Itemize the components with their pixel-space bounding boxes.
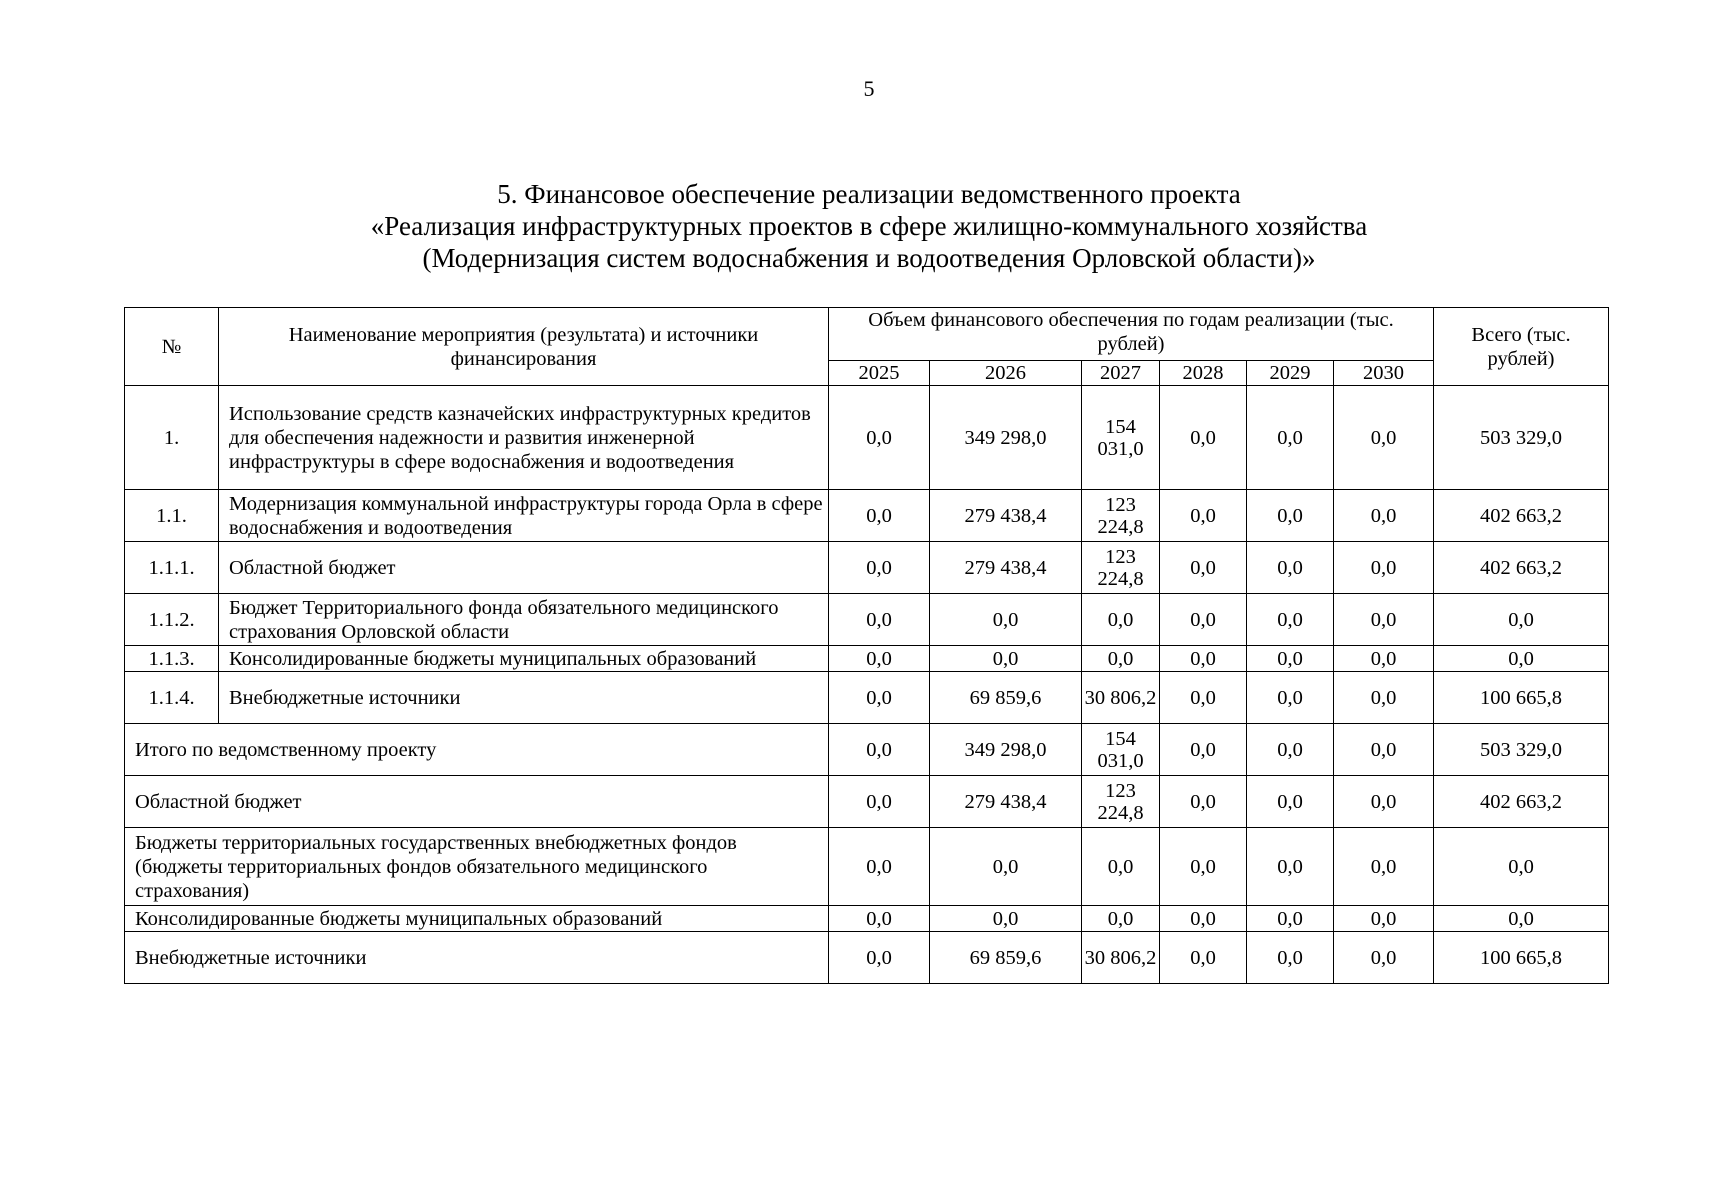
cell-2026: 69 859,6 [930,672,1082,724]
header-total: Всего (тыс. рублей) [1434,308,1609,386]
cell-2027: 30 806,2 [1082,672,1160,724]
cell-2030: 0,0 [1334,490,1434,542]
header-year-2025: 2025 [829,361,930,386]
cell-2025: 0,0 [829,828,930,906]
cell-2029: 0,0 [1247,646,1334,672]
cell-2029: 0,0 [1247,724,1334,776]
row-name: Модернизация коммунальной инфраструктуры города Орла в сфере водоснабжения и водоотведения [219,490,829,542]
cell-2025: 0,0 [829,724,930,776]
cell-total: 0,0 [1434,906,1609,932]
cell-2028: 0,0 [1160,594,1247,646]
financing-table [124,307,1609,984]
summary-row [125,906,1609,932]
cell-2027: 123 224,8 [1082,490,1160,542]
row-num: 1.1.2. [125,594,219,646]
row-name: Бюджет Территориального фонда обязательного медицинского страхования Орловской области [219,594,829,646]
row-num: 1.1.3. [125,646,219,672]
cell-2029: 0,0 [1247,828,1334,906]
cell-2028: 0,0 [1160,906,1247,932]
cell-2027: 0,0 [1082,646,1160,672]
cell-2030: 0,0 [1334,906,1434,932]
cell-2028: 0,0 [1160,828,1247,906]
cell-2027: 123 224,8 [1082,776,1160,828]
row-name: Внебюджетные источники [219,672,829,724]
cell-2028: 0,0 [1160,490,1247,542]
title-line-3: (Модернизация систем водоснабжения и водоотведения Орловской области)» [422,243,1316,273]
cell-2030: 0,0 [1334,542,1434,594]
cell-2026: 279 438,4 [930,490,1082,542]
cell-2029: 0,0 [1247,776,1334,828]
cell-2029: 0,0 [1247,672,1334,724]
cell-2029: 0,0 [1247,906,1334,932]
row-name: Использование средств казначейских инфраструктурных кредитов для обеспечения надежности и развития инженерной инфраструктуры в сфере водоснабжения и водоотведения [219,386,829,490]
cell-2030: 0,0 [1334,594,1434,646]
cell-2026: 279 438,4 [930,542,1082,594]
cell-2027: 0,0 [1082,906,1160,932]
header-num: № [125,308,219,386]
cell-total: 100 665,8 [1434,932,1609,984]
cell-2027: 0,0 [1082,594,1160,646]
cell-2026: 349 298,0 [930,724,1082,776]
page-number: 5 [863,76,875,101]
cell-2026: 349 298,0 [930,386,1082,490]
table-row [125,672,1609,724]
header-year-2027: 2027 [1082,361,1160,386]
cell-2025: 0,0 [829,672,930,724]
cell-2025: 0,0 [829,646,930,672]
cell-2030: 0,0 [1334,672,1434,724]
cell-2028: 0,0 [1160,932,1247,984]
header-year-2029: 2029 [1247,361,1334,386]
cell-2029: 0,0 [1247,386,1334,490]
cell-2025: 0,0 [829,542,930,594]
cell-2028: 0,0 [1160,386,1247,490]
cell-2025: 0,0 [829,490,930,542]
cell-2026: 69 859,6 [930,932,1082,984]
cell-2030: 0,0 [1334,932,1434,984]
cell-2030: 0,0 [1334,646,1434,672]
summary-name: Бюджеты территориальных государственных внебюджетных фондов (бюджеты территориальных фондов обязательного медицинского страхования) [125,828,829,906]
summary-row [125,724,1609,776]
cell-2029: 0,0 [1247,932,1334,984]
cell-total: 0,0 [1434,594,1609,646]
cell-2028: 0,0 [1160,646,1247,672]
table-row [125,646,1609,672]
summary-name: Консолидированные бюджеты муниципальных образований [125,906,829,932]
cell-2030: 0,0 [1334,386,1434,490]
row-name: Областной бюджет [219,542,829,594]
cell-2028: 0,0 [1160,542,1247,594]
table-row [125,490,1609,542]
header-volume: Объем финансового обеспечения по годам реализации (тыс. рублей) [829,308,1434,361]
cell-2026: 279 438,4 [930,776,1082,828]
cell-2027: 154 031,0 [1082,386,1160,490]
cell-total: 0,0 [1434,828,1609,906]
cell-2027: 154 031,0 [1082,724,1160,776]
cell-total: 402 663,2 [1434,776,1609,828]
cell-2025: 0,0 [829,906,930,932]
cell-2027: 0,0 [1082,828,1160,906]
cell-2028: 0,0 [1160,776,1247,828]
header-year-2030: 2030 [1334,361,1434,386]
header-year-2028: 2028 [1160,361,1247,386]
table-row [125,386,1609,490]
summary-row [125,776,1609,828]
cell-2025: 0,0 [829,594,930,646]
table-row [125,594,1609,646]
cell-2025: 0,0 [829,386,930,490]
cell-total: 503 329,0 [1434,724,1609,776]
cell-total: 503 329,0 [1434,386,1609,490]
title-line-1: 5. Финансовое обеспечение реализации ведомственного проекта [497,179,1241,209]
summary-name: Итого по ведомственному проекту [125,724,829,776]
row-num: 1.1. [125,490,219,542]
cell-total: 402 663,2 [1434,490,1609,542]
cell-2025: 0,0 [829,932,930,984]
table-row [125,542,1609,594]
row-num: 1.1.4. [125,672,219,724]
cell-2026: 0,0 [930,594,1082,646]
cell-2027: 30 806,2 [1082,932,1160,984]
cell-2029: 0,0 [1247,490,1334,542]
header-name: Наименование мероприятия (результата) и источники финансирования [219,308,829,386]
cell-2027: 123 224,8 [1082,542,1160,594]
summary-row [125,932,1609,984]
title-line-2: «Реализация инфраструктурных проектов в сфере жилищно-коммунального хозяйства [370,211,1368,241]
row-num: 1. [125,386,219,490]
cell-total: 402 663,2 [1434,542,1609,594]
section-title [0,178,1709,274]
cell-2029: 0,0 [1247,542,1334,594]
row-num: 1.1.1. [125,542,219,594]
row-name: Консолидированные бюджеты муниципальных образований [219,646,829,672]
cell-2029: 0,0 [1247,594,1334,646]
cell-2025: 0,0 [829,776,930,828]
cell-2030: 0,0 [1334,724,1434,776]
cell-2026: 0,0 [930,828,1082,906]
cell-2028: 0,0 [1160,672,1247,724]
cell-total: 100 665,8 [1434,672,1609,724]
header-year-2026: 2026 [930,361,1082,386]
cell-2026: 0,0 [930,906,1082,932]
cell-total: 0,0 [1434,646,1609,672]
cell-2028: 0,0 [1160,724,1247,776]
summary-name: Областной бюджет [125,776,829,828]
summary-row [125,828,1609,906]
cell-2030: 0,0 [1334,828,1434,906]
summary-name: Внебюджетные источники [125,932,829,984]
cell-2030: 0,0 [1334,776,1434,828]
cell-2026: 0,0 [930,646,1082,672]
